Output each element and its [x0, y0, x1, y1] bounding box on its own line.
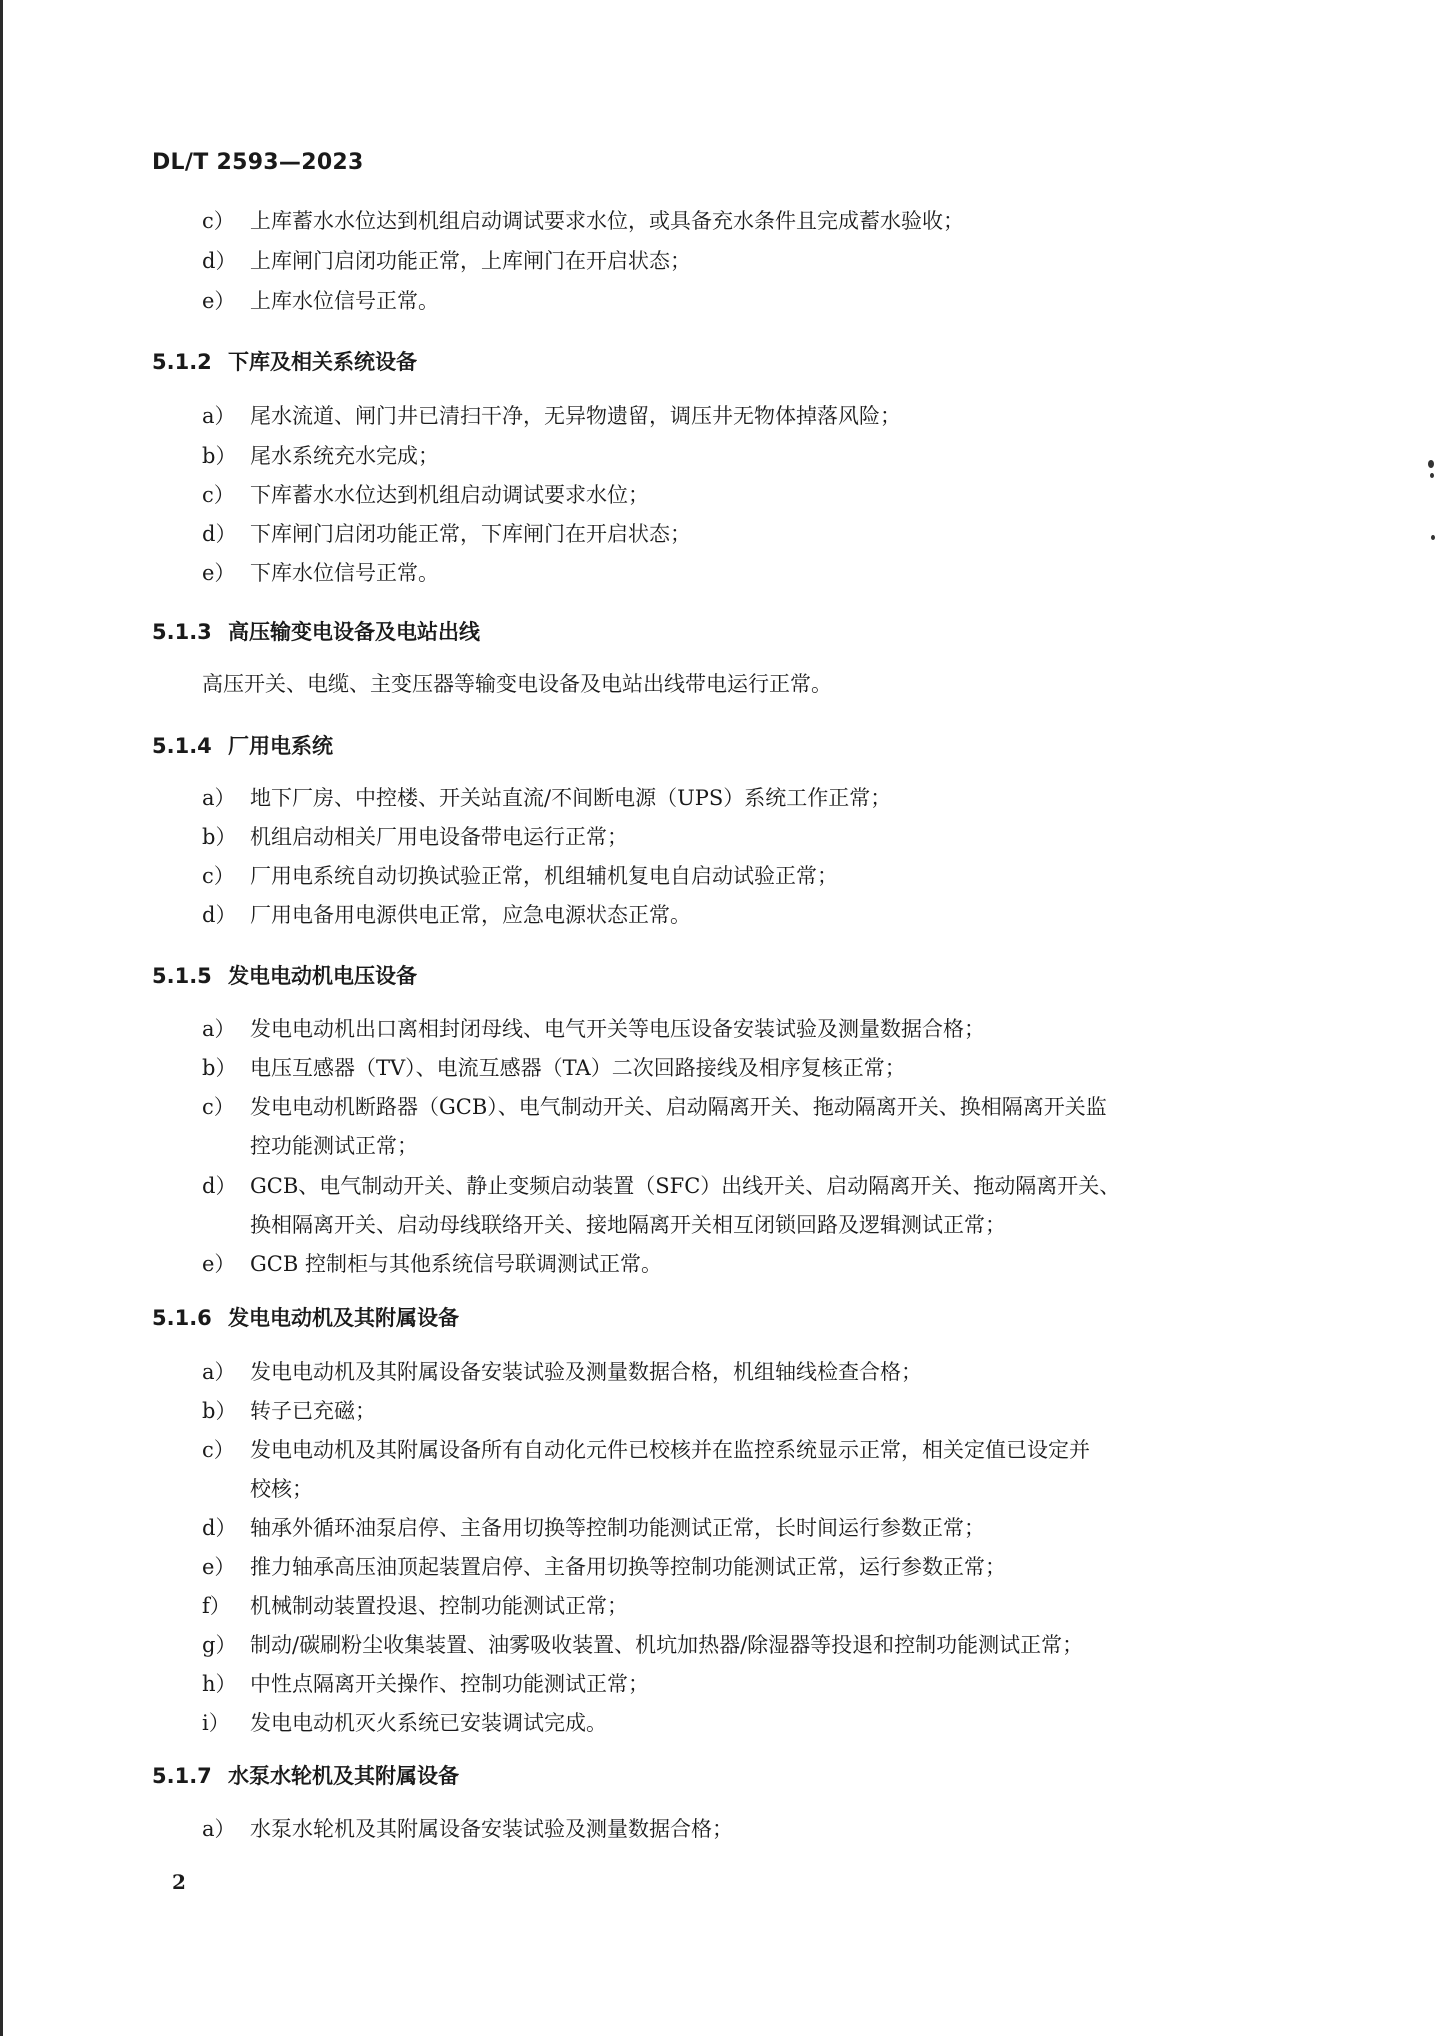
section-number: 5.1.5 [152, 964, 212, 988]
section-heading-5-1-5 [152, 960, 417, 990]
item-text: 下库水位信号正常。 [250, 561, 439, 585]
list-item [202, 899, 691, 929]
section-paragraph: 高压开关、电缆、主变压器等输变电设备及电站出线带电运行正常。 [202, 672, 832, 696]
item-text: 机械制动装置投退、控制功能测试正常； [250, 1594, 628, 1618]
list-item [202, 205, 964, 235]
item-label: c） [202, 209, 235, 233]
item-label: d） [202, 522, 237, 546]
item-label: d） [202, 1516, 237, 1540]
list-item [202, 1248, 662, 1278]
section-heading-5-1-2 [152, 346, 417, 376]
item-label: c） [202, 864, 235, 888]
item-label: d） [202, 1174, 237, 1198]
item-label: e） [202, 1555, 236, 1579]
section-number: 5.1.2 [152, 350, 212, 374]
section-number: 5.1.7 [152, 1764, 212, 1788]
item-text: 上库蓄水水位达到机组启动调试要求水位，或具备充水条件且完成蓄水验收； [250, 209, 964, 233]
list-item [202, 1356, 922, 1386]
list-item [202, 1813, 733, 1843]
page-number: 2 [172, 1870, 186, 1894]
list-item [202, 479, 649, 509]
item-text: 制动/碳刷粉尘收集装置、油雾吸收装置、机坑加热器/除湿器等投退和控制功能测试正常； [250, 1633, 1084, 1657]
scan-speck [1428, 460, 1434, 468]
item-text: 发电电动机断路器（GCB）、电气制动开关、启动隔离开关、拖动隔离开关、换相隔离开关监 [250, 1095, 1107, 1119]
list-item [202, 518, 691, 548]
item-text: 转子已充磁； [250, 1399, 376, 1423]
item-text: 上库水位信号正常。 [250, 289, 439, 313]
item-text: 水泵水轮机及其附属设备安装试验及测量数据合格； [250, 1817, 733, 1841]
document-code: DL/T 2593—2023 [152, 150, 364, 175]
section-title: 水泵水轮机及其附属设备 [228, 1764, 459, 1788]
item-text: 机组启动相关厂用电设备带电运行正常； [250, 825, 628, 849]
list-item [202, 440, 439, 470]
list-item [202, 245, 691, 275]
item-text: 电压互感器（TV）、电流互感器（TA）二次回路接线及相序复核正常； [250, 1056, 906, 1080]
item-text: 尾水流道、闸门井已清扫干净，无异物遗留，调压井无物体掉落风险； [250, 404, 901, 428]
item-text-continuation: 控功能测试正常； [250, 1134, 418, 1158]
section-number: 5.1.4 [152, 734, 212, 758]
item-label: a） [202, 1017, 236, 1041]
item-text: 地下厂房、中控楼、开关站直流/不间断电源（UPS）系统工作正常； [250, 786, 892, 810]
item-text: 发电电动机及其附属设备所有自动化元件已校核并在监控系统显示正常，相关定值已设定并 [250, 1438, 1090, 1462]
item-label: b） [202, 1056, 237, 1080]
list-item [202, 1013, 985, 1043]
item-label: b） [202, 444, 237, 468]
item-label: i） [202, 1711, 230, 1735]
list-item [202, 1434, 1090, 1503]
item-text: 下库闸门启闭功能正常，下库闸门在开启状态； [250, 522, 691, 546]
item-label: a） [202, 786, 236, 810]
item-label: e） [202, 561, 236, 585]
item-text: 上库闸门启闭功能正常，上库闸门在开启状态； [250, 249, 691, 273]
item-label: d） [202, 903, 237, 927]
item-text: 发电电动机灭火系统已安装调试完成。 [250, 1711, 607, 1735]
list-item [202, 400, 901, 430]
list-item [202, 1668, 649, 1698]
item-label: e） [202, 289, 236, 313]
section-number: 5.1.6 [152, 1306, 212, 1330]
section-title: 发电电动机及其附属设备 [228, 1306, 459, 1330]
item-text: 轴承外循环油泵启停、主备用切换等控制功能测试正常，长时间运行参数正常； [250, 1516, 985, 1540]
item-label: g） [202, 1633, 237, 1657]
list-item [202, 1052, 906, 1082]
item-text: 发电电动机出口离相封闭母线、电气开关等电压设备安装试验及测量数据合格； [250, 1017, 985, 1041]
item-text: 中性点隔离开关操作、控制功能测试正常； [250, 1672, 649, 1696]
item-label: f） [202, 1594, 231, 1618]
item-text: 发电电动机及其附属设备安装试验及测量数据合格，机组轴线检查合格； [250, 1360, 922, 1384]
item-label: c） [202, 1095, 235, 1119]
list-item [202, 1590, 628, 1620]
item-text: GCB 控制柜与其他系统信号联调测试正常。 [250, 1252, 662, 1276]
scan-speck [1431, 535, 1435, 540]
list-item [202, 1707, 607, 1737]
scan-left-edge [0, 0, 3, 2036]
item-text-continuation: 校核； [250, 1477, 313, 1501]
section-title: 发电电动机电压设备 [228, 964, 417, 988]
list-item [202, 1091, 1107, 1160]
section-heading-5-1-3 [152, 616, 480, 646]
item-label: e） [202, 1252, 236, 1276]
list-item [202, 782, 891, 812]
item-label: a） [202, 1817, 236, 1841]
item-text: 下库蓄水水位达到机组启动调试要求水位； [250, 483, 649, 507]
item-text: 厂用电备用电源供电正常，应急电源状态正常。 [250, 903, 691, 927]
list-item [202, 1629, 1083, 1659]
section-title: 厂用电系统 [228, 734, 333, 758]
section-heading-5-1-6 [152, 1302, 459, 1332]
section-heading-5-1-7 [152, 1760, 459, 1790]
item-text: 厂用电系统自动切换试验正常，机组辅机复电自启动试验正常； [250, 864, 838, 888]
item-label: b） [202, 825, 237, 849]
item-text-continuation: 换相隔离开关、启动母线联络开关、接地隔离开关相互闭锁回路及逻辑测试正常； [250, 1213, 1006, 1237]
item-label: c） [202, 483, 235, 507]
item-label: h） [202, 1672, 237, 1696]
list-item [202, 285, 439, 315]
list-item [202, 1395, 376, 1425]
item-label: a） [202, 1360, 236, 1384]
section-heading-5-1-4 [152, 730, 333, 760]
list-item [202, 1170, 1120, 1239]
item-text: 尾水系统充水完成； [250, 444, 439, 468]
section-number: 5.1.3 [152, 620, 212, 644]
section-title: 高压输变电设备及电站出线 [228, 620, 480, 644]
item-label: b） [202, 1399, 237, 1423]
item-text: GCB、电气制动开关、静止变频启动装置（SFC）出线开关、启动隔离开关、拖动隔离开关、 [250, 1174, 1121, 1198]
scan-speck [1430, 473, 1434, 478]
section-title: 下库及相关系统设备 [228, 350, 417, 374]
list-item [202, 1512, 985, 1542]
item-label: c） [202, 1438, 235, 1462]
list-item [202, 557, 439, 587]
list-item [202, 860, 838, 890]
list-item [202, 821, 628, 851]
item-label: d） [202, 249, 237, 273]
item-label: a） [202, 404, 236, 428]
list-item [202, 1551, 1006, 1581]
item-text: 推力轴承高压油顶起装置启停、主备用切换等控制功能测试正常，运行参数正常； [250, 1555, 1006, 1579]
